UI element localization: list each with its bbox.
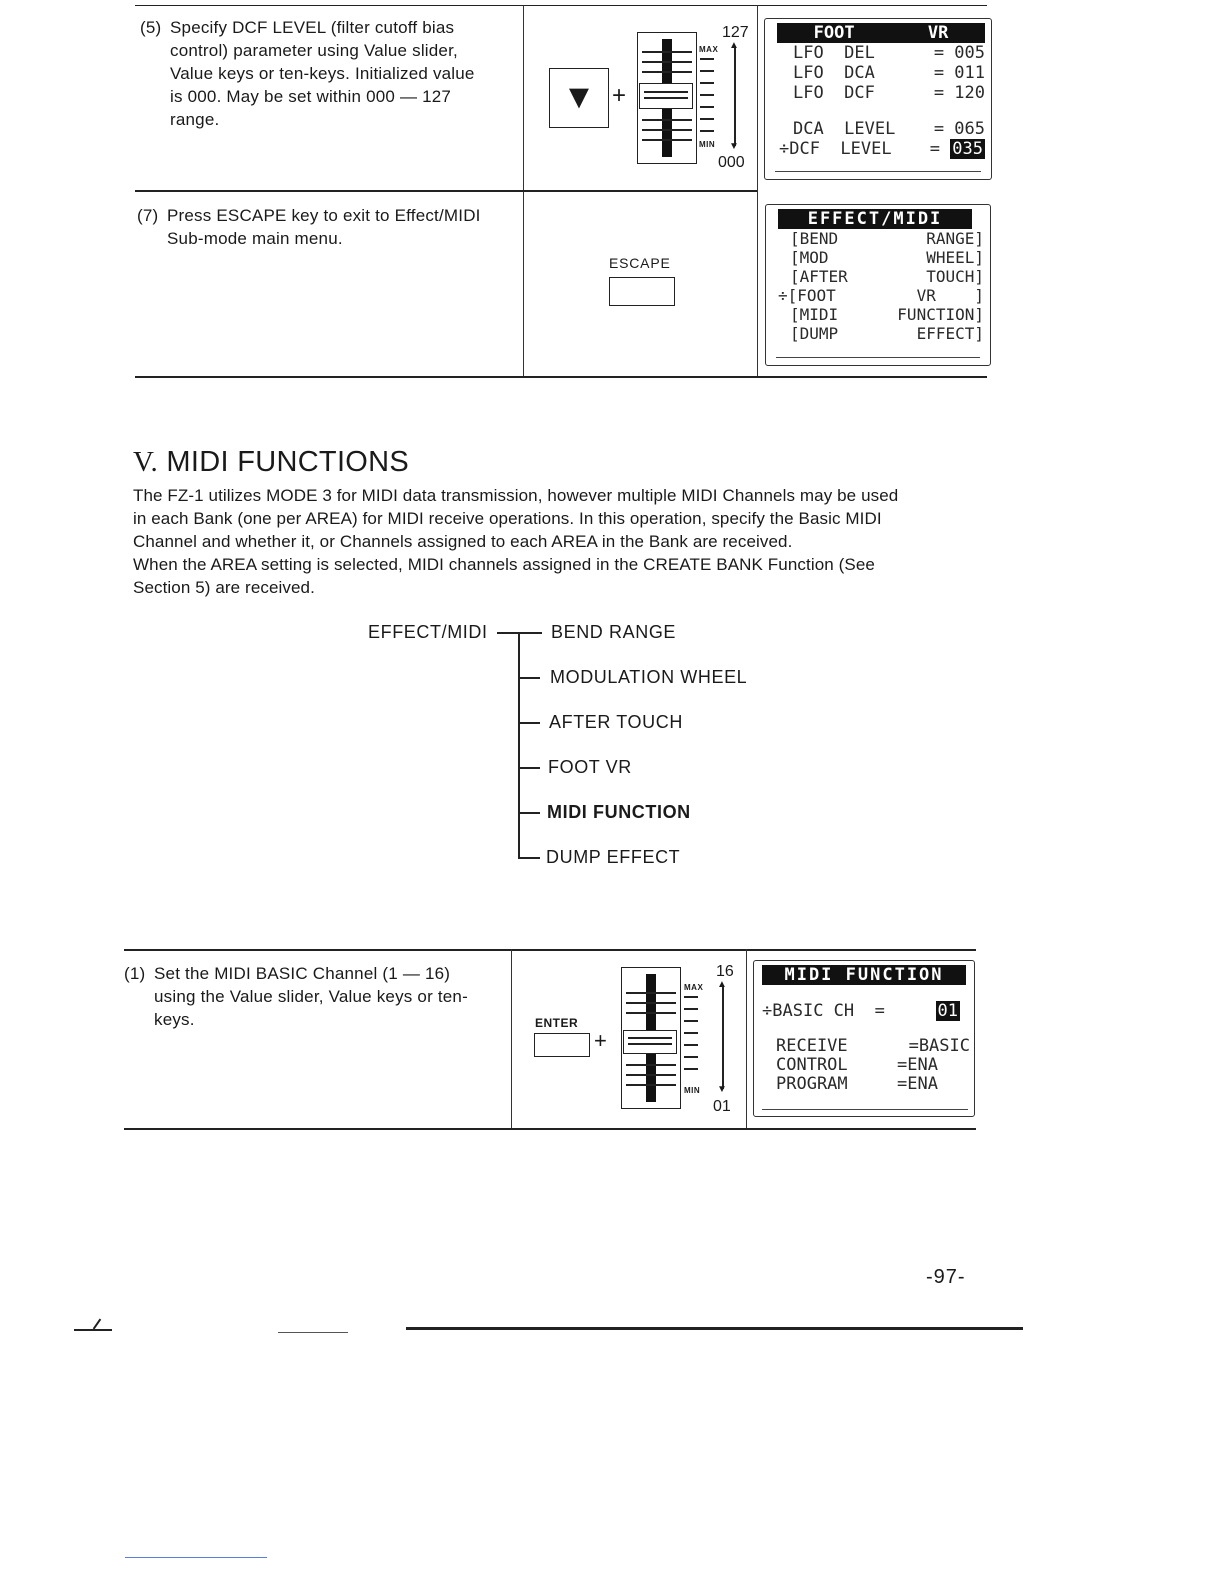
lcd-menu-left: [MIDI (790, 305, 839, 324)
tree-item-bend-range: BEND RANGE (551, 622, 677, 642)
lcd-value: = (929, 139, 951, 159)
slider-knob[interactable] (639, 83, 693, 109)
paragraph-line: in each Bank (one per AREA) for MIDI receive operations. In this operation, specify the Basic MIDI (133, 509, 882, 528)
lcd-row (776, 1075, 938, 1094)
slider-min-label: MIN (699, 140, 716, 149)
lcd-label: BASIC CH = (772, 1001, 885, 1021)
escape-key[interactable] (609, 277, 675, 306)
down-arrow-icon: ▼ (562, 78, 596, 116)
lcd-title-bar: EFFECT/MIDI (778, 209, 972, 229)
lcd-label: DCF LEVEL (789, 139, 892, 159)
paragraph-line: Channel and whether it, or Channels assigned to each AREA in the Bank are received. (133, 532, 793, 551)
lcd-row-selected (762, 1001, 960, 1021)
section-number: V. (133, 446, 159, 478)
section-paragraph (133, 484, 993, 599)
lcd-effect-midi (765, 204, 991, 366)
slider-knob[interactable] (623, 1030, 677, 1054)
lcd-label: LFO DCA (793, 63, 875, 83)
step-text-line: Sub-mode main menu. (167, 229, 343, 248)
table-top-rule (124, 949, 976, 951)
enter-key-label: ENTER (535, 1016, 579, 1030)
lcd-menu-right: VR ] (916, 286, 984, 305)
lcd-highlight-value: 035 (952, 139, 983, 159)
lcd-label: DCA LEVEL (793, 119, 896, 139)
lcd-row (790, 229, 984, 248)
lcd-value: = 005 (933, 43, 985, 63)
lcd-menu-left: [FOOT (787, 286, 836, 305)
range-arrow (734, 46, 736, 146)
lcd-value: =BASIC (908, 1036, 970, 1056)
step-7-instructions (137, 204, 517, 250)
lcd-value: = 065 (933, 119, 985, 139)
slider-min-value: 000 (718, 154, 745, 171)
range-arrow (722, 985, 724, 1089)
footer-mark (74, 1318, 112, 1332)
step-text-line: Press ESCAPE key to exit to Effect/MIDI (167, 206, 481, 225)
footer-rule-long (406, 1327, 1023, 1330)
lcd-title-bar (777, 23, 985, 43)
step-number: (1) (124, 964, 146, 983)
slider-max-value: 16 (716, 963, 734, 980)
lcd-highlight-value: 01 (937, 1001, 958, 1021)
step-text-line: keys. (154, 1010, 195, 1029)
lcd-menu-right: FUNCTION] (897, 305, 984, 324)
lcd-value: = 120 (933, 83, 985, 103)
step-1-instructions (124, 962, 504, 1031)
table-divider-2 (746, 949, 747, 1129)
enter-key[interactable] (534, 1033, 590, 1057)
page-number: -97- (926, 1266, 966, 1288)
tree-trunk (518, 632, 520, 858)
down-arrowhead-icon: ▼ (729, 141, 739, 152)
paragraph-line: The FZ-1 utilizes MODE 3 for MIDI data transmission, however multiple MIDI Channels may be used (133, 486, 899, 505)
step-text-line: control) parameter using Value slider, (170, 41, 458, 60)
value-slider[interactable] (621, 967, 681, 1109)
step-text-line: using the Value slider, Value keys or ten- (154, 987, 468, 1006)
paragraph-line: Section 5) are received. (133, 578, 315, 597)
lcd-label: LFO DEL (793, 43, 875, 63)
table-bottom-rule (135, 376, 987, 378)
lcd-cursor-icon: ÷ (779, 139, 790, 159)
up-arrowhead-icon: ▲ (717, 979, 727, 990)
tree-item-modulation-wheel: MODULATION WHEEL (550, 667, 748, 687)
lcd-value: =ENA (897, 1074, 938, 1094)
value-slider[interactable] (637, 32, 697, 164)
lcd-label: LFO DCF (793, 83, 875, 103)
lcd-label: CONTROL (776, 1055, 848, 1075)
lcd-menu-left: [MOD (790, 248, 829, 267)
slider-min-value: 01 (713, 1098, 731, 1115)
lcd-row (776, 1056, 938, 1075)
lcd-label: PROGRAM (776, 1074, 848, 1094)
table-divider-1 (511, 949, 512, 1129)
tree-item-midi-function: MIDI FUNCTION (547, 802, 691, 822)
lcd-title-left: FOOT (813, 23, 855, 43)
paragraph-line: When the AREA setting is selected, MIDI channels assigned in the CREATE BANK Function (See (133, 555, 875, 574)
table-row-rule (135, 190, 757, 192)
lcd-menu-right: RANGE] (926, 229, 984, 248)
lcd-menu-left: [DUMP (790, 324, 839, 343)
slider-max-label: MAX (684, 983, 704, 992)
lcd-menu-left: [BEND (790, 229, 839, 248)
lcd-row (793, 119, 985, 139)
lcd-row (790, 267, 984, 286)
lcd-value: =ENA (897, 1055, 938, 1075)
tree-item-after-touch: AFTER TOUCH (549, 712, 683, 732)
lcd-row (793, 63, 985, 83)
step-text-line: Specify DCF LEVEL (filter cutoff bias (170, 18, 455, 37)
value-down-key[interactable] (549, 68, 609, 128)
plus-sign: + (612, 82, 627, 109)
up-arrowhead-icon: ▲ (729, 40, 739, 51)
table-bottom-rule (124, 1128, 976, 1130)
lcd-label: RECEIVE (776, 1036, 848, 1056)
lcd-row (790, 248, 984, 267)
lcd-title-bar: MIDI FUNCTION (762, 965, 966, 985)
lcd-cursor-icon: ÷ (762, 1001, 773, 1021)
slider-max-value: 127 (722, 24, 749, 41)
tree-root: EFFECT/MIDI (368, 622, 488, 642)
slider-max-label: MAX (699, 45, 719, 54)
lcd-foot-vr (764, 18, 992, 180)
slider-min-label: MIN (684, 1086, 701, 1095)
tree-root-connector (497, 632, 542, 634)
lcd-menu-right: WHEEL] (926, 248, 984, 267)
step-5-instructions (140, 16, 520, 131)
tree-item-dump-effect: DUMP EFFECT (546, 847, 681, 867)
footer-rule-short (278, 1332, 348, 1333)
lcd-midi-function (753, 960, 975, 1117)
step-text-line: range. (170, 110, 220, 129)
lcd-row (776, 1037, 970, 1056)
lcd-title-right: VR (927, 23, 949, 43)
lcd-menu-right: TOUCH] (926, 267, 984, 286)
footer-blue-line (125, 1557, 267, 1558)
lcd-menu-left: [AFTER (790, 267, 848, 286)
lcd-value: = 011 (933, 63, 985, 83)
lcd-row (793, 83, 985, 103)
lcd-row-selected (778, 286, 984, 305)
table-top-rule (135, 5, 987, 6)
lcd-row-selected (779, 139, 985, 159)
step-text-line: is 000. May be set within 000 — 127 (170, 87, 452, 106)
lcd-row (790, 305, 984, 324)
down-arrowhead-icon: ▼ (717, 1084, 727, 1095)
step-text-line: Value keys or ten-keys. Initialized value (170, 64, 475, 83)
escape-key-label: ESCAPE (609, 255, 671, 271)
lcd-row (793, 43, 985, 63)
section-title: MIDI FUNCTIONS (166, 446, 410, 478)
step-text-line: Set the MIDI BASIC Channel (1 — 16) (154, 964, 451, 983)
table-divider-2 (757, 5, 758, 376)
section-heading (133, 446, 409, 479)
tree-item-foot-vr: FOOT VR (548, 757, 632, 777)
lcd-menu-right: EFFECT] (916, 324, 984, 343)
plus-sign: + (594, 1028, 607, 1053)
lcd-cursor-icon: ÷ (778, 286, 788, 305)
lcd-row (790, 324, 984, 343)
step-number: (7) (137, 206, 159, 225)
step-number: (5) (140, 18, 162, 37)
